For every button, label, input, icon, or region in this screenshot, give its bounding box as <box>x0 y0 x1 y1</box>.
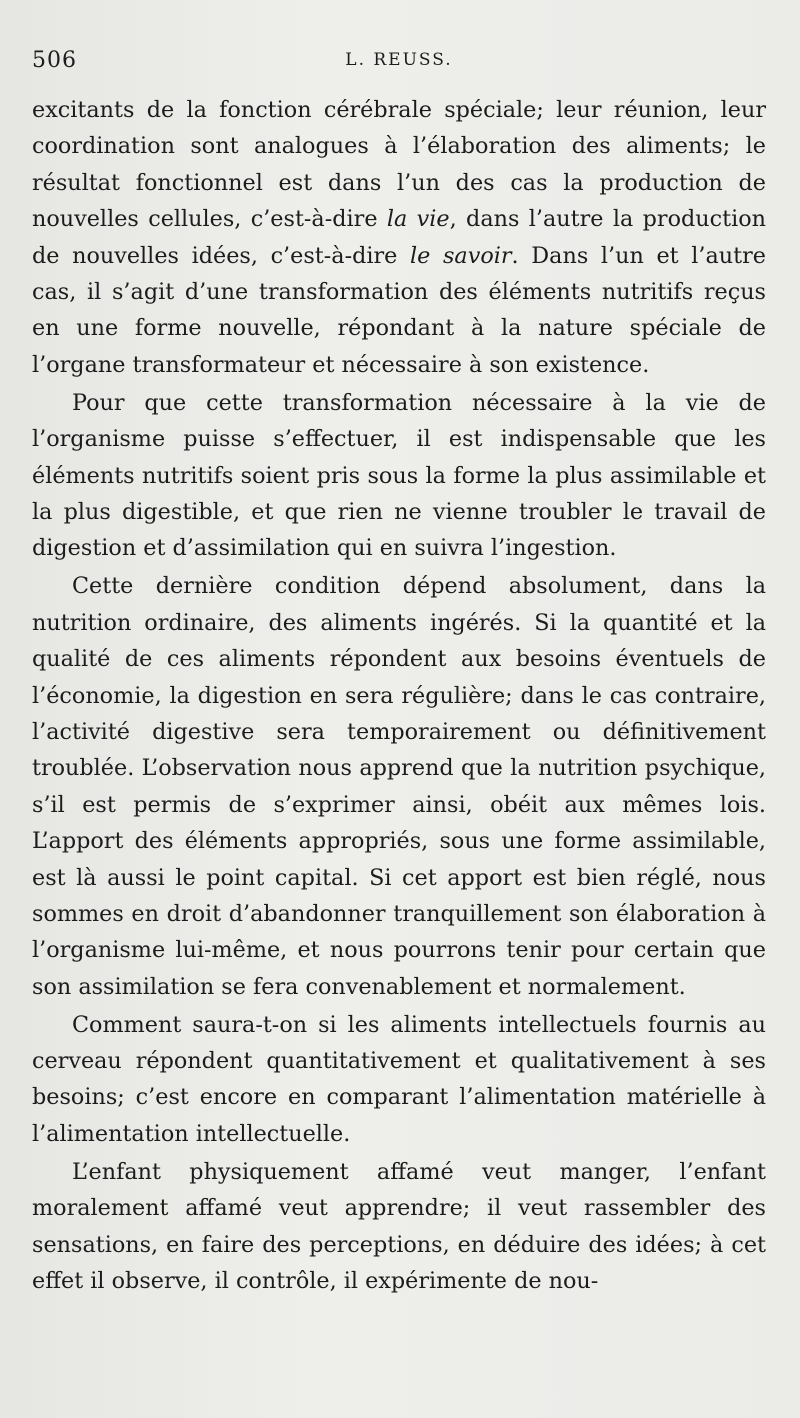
running-head: L. REUSS. <box>345 50 453 70</box>
page-header <box>32 44 766 84</box>
paragraph-4-text: Comment saura-t-on si les aliments intellectuels fournis au cerveau répondent quantitativement et qualitativement à ses besoins; c’est encore en comparant l’alimentation matérielle à l’alimentation intellectuelle. <box>32 1011 766 1147</box>
paragraph-1-italic-le-savoir: le savoir <box>410 242 512 269</box>
paragraph-1-segment-5: . Dans l’un et l’autre cas, il s’agit d’une transformation des éléments nutritifs reçus en une forme nouvelle, répondant à la nature spéciale de l’organe transformateur et nécessaire à son existence. <box>32 242 766 378</box>
paragraph-4 <box>32 1007 766 1153</box>
paragraph-2-text: Pour que cette transformation nécessaire à la vie de l’organisme puisse s’effectuer, il est indispensable que les éléments nutritifs soient pris sous la forme la plus assimilable et la plus digestible, et que rien ne vienne troubler le travail de digestion et d’assimilation qui en suivra l’ingestion. <box>32 389 766 562</box>
paragraph-1-segment-3: , dans l’autre la production de nouvelles idées, c’est-à-dire <box>32 206 766 269</box>
paragraph-1-italic-la-vie: la vie <box>386 206 450 233</box>
paragraph-2 <box>32 385 766 567</box>
body-text <box>32 92 766 1299</box>
paragraph-3 <box>32 568 766 1005</box>
paragraph-1 <box>32 92 766 383</box>
page-number: 506 <box>32 48 77 73</box>
paragraph-1-segment-1: excitants de la fonction cérébrale spéciale; leur réunion, leur coordination sont analogues à l’élaboration des aliments; le résultat fonctionnel est dans l’un des cas la production de nouvelles cellules, c’est-à-dire <box>32 97 766 233</box>
paragraph-3-text: Cette dernière condition dépend absolument, dans la nutrition ordinaire, des aliments ingérés. Si la quantité et la qualité de ces aliments répondent aux besoins éventuels de l’économie, la digestion en sera régulière; dans le cas contraire, l’activité digestive sera temporairement ou définitivement troublée. L’observation nous apprend que la nutrition psychique, s’il est permis de s’exprimer ainsi, obéit aux mêmes lois. L’apport des éléments appropriés, sous une forme assimilable, est là aussi le point capital. Si cet apport est bien réglé, nous sommes en droit d’abandonner tranquillement son élaboration à l’organisme lui-même, et nous pourrons tenir pour certain que son assimilation se fera convenablement et normalement. <box>32 573 766 1000</box>
paragraph-5 <box>32 1154 766 1300</box>
paragraph-5-text: L’enfant physiquement affamé veut manger, l’enfant moralement affamé veut apprendre; il veut rassembler des sensations, en faire des perceptions, en déduire des idées; à cet effet il observe, il contrôle, il expérimente de nou- <box>32 1158 766 1294</box>
